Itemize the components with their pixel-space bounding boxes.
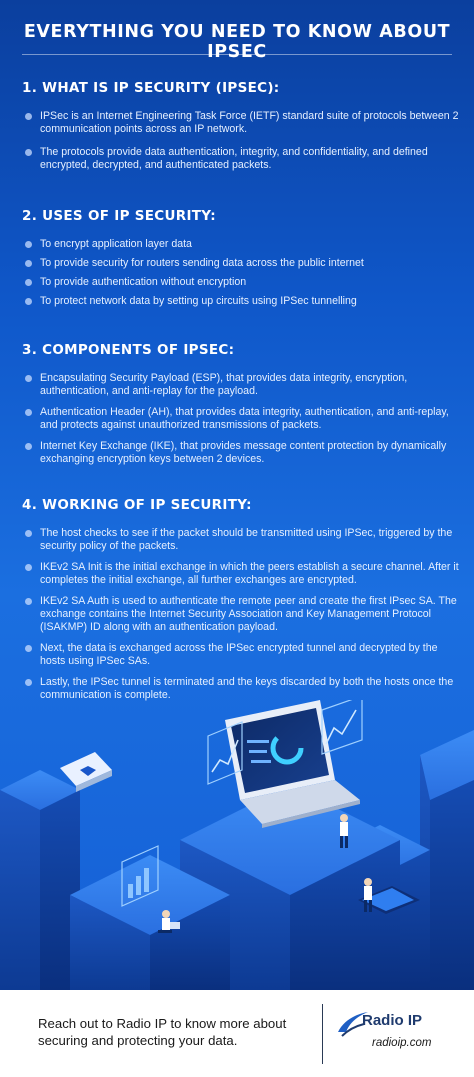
list-item: Encapsulating Security Payload (ESP), that provides data integrity, encryption, authentication, and anti-replay for the payload. bbox=[22, 372, 462, 398]
bullet-icon bbox=[25, 375, 32, 382]
bullet-icon bbox=[25, 113, 32, 120]
bullet-icon bbox=[25, 645, 32, 652]
footer-divider bbox=[322, 1004, 323, 1064]
section-what-is-ipsec bbox=[22, 80, 462, 178]
list-item: IPSec is an Internet Engineering Task Force (IETF) standard suite of protocols between 2 communication points across an IP network. bbox=[22, 110, 462, 136]
section-heading: 3. COMPONENTS OF IPSEC: bbox=[22, 342, 235, 358]
list-item: Authentication Header (AH), that provides data integrity, authentication, and anti-replay, and protects against unauthorized transmissions of packets. bbox=[22, 406, 462, 432]
list-item: To encrypt application layer data bbox=[22, 238, 462, 251]
left-tower bbox=[0, 770, 80, 990]
page-title: EVERYTHING YOU NEED TO KNOW ABOUT IPSEC bbox=[23, 22, 451, 62]
title-divider bbox=[22, 54, 452, 55]
bullet-icon bbox=[25, 241, 32, 248]
bullet-icon bbox=[25, 260, 32, 267]
bullet-icon bbox=[25, 298, 32, 305]
footer-call-to-action: Reach out to Radio IP to know more about securing and protecting your data. bbox=[38, 1016, 287, 1048]
footer bbox=[0, 990, 474, 1077]
list-item: IKEv2 SA Auth is used to authenticate the remote peer and create the first IPsec SA. The exchange contains the Internet Security Association and Key Management Protocol (ISAKMP) ID along with an authentication payload. bbox=[22, 595, 462, 634]
bullet-icon bbox=[25, 443, 32, 450]
bullet-icon bbox=[25, 530, 32, 537]
section-uses bbox=[22, 208, 462, 314]
section-components bbox=[22, 342, 462, 472]
list-item: Internet Key Exchange (IKE), that provides message content protection by dynamically exchanging encryption keys between 2 devices. bbox=[22, 440, 462, 466]
list-item: The host checks to see if the packet should be transmitted using IPSec, triggered by the security policy of the packets. bbox=[22, 527, 462, 553]
brand-name: Radio IP bbox=[362, 1012, 423, 1029]
bullet-icon bbox=[25, 564, 32, 571]
list-item: To protect network data by setting up circuits using IPSec tunnelling bbox=[22, 295, 462, 308]
list-item: Next, the data is exchanged across the IPSec encrypted tunnel and decrypted by the hosts using IPSec SAs. bbox=[22, 642, 462, 668]
section-working bbox=[22, 497, 462, 708]
list-item: To provide authentication without encryption bbox=[22, 276, 462, 289]
bullet-icon bbox=[25, 598, 32, 605]
list-item: IKEv2 SA Init is the initial exchange in which the peers establish a secure channel. After it completes the initial exchange, all further exchanges are encrypted. bbox=[22, 561, 462, 587]
bullet-icon bbox=[25, 279, 32, 286]
isometric-network-illustration bbox=[0, 700, 474, 990]
list-item: The protocols provide data authentication, integrity, and confidentiality, and defined encrypted, decrypted, and authenticated packets. bbox=[22, 146, 462, 172]
list-item: Lastly, the IPSec tunnel is terminated and the keys discarded by both the hosts once the communication is complete. bbox=[22, 676, 462, 702]
bullet-icon bbox=[25, 679, 32, 686]
section-heading: 1. WHAT IS IP SECURITY (IPSEC): bbox=[22, 80, 280, 96]
bullet-icon bbox=[25, 149, 32, 156]
list-item: To provide security for routers sending data across the public internet bbox=[22, 257, 462, 270]
section-heading: 2. USES OF IP SECURITY: bbox=[22, 208, 216, 224]
section-heading: 4. WORKING OF IP SECURITY: bbox=[22, 497, 252, 513]
website-link[interactable]: radioip.com bbox=[372, 1037, 432, 1049]
bullet-icon bbox=[25, 409, 32, 416]
